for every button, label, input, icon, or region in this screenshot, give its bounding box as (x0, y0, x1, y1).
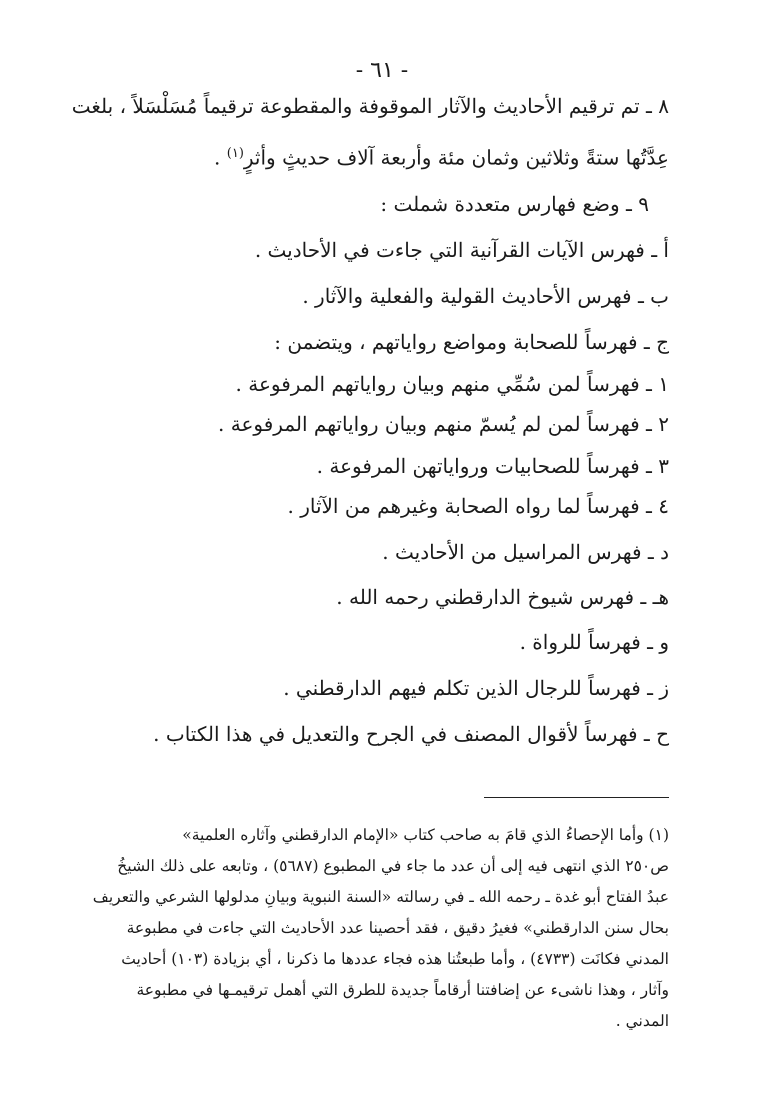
point-8-line-2-end: . (214, 145, 227, 170)
index-item-h: هـ ـ فهرس شيوخ الدارقطني رحمه الله . (336, 585, 669, 609)
index-item-w: و ـ فهرساً للرواة . (519, 630, 669, 654)
point-8-line-1: ٨ ـ تم ترقيم الأحاديث والآثار الموقوفة والمقطوعة ترقيماً مُسَلْسَلاً ، بلغت (71, 94, 669, 118)
index-item-c: ج ـ فهرساً للصحابة ومواضع رواياتهم ، ويتضمن : (274, 330, 669, 354)
point-8-line-2 (214, 140, 669, 172)
footnote-line-1: (١) وأما الإحصاءُ الذي قامَ به صاحب كتاب «الإمام الدارقطني وآثاره العلمية» (182, 826, 669, 844)
footnote-line-2: ص٢٥٠ الذي انتهى فيه إلى أن عدد ما جاء في المطبوع (٥٦٨٧) ، وتابعه على ذلك الشيخُ (117, 857, 669, 875)
footnote-line-7: المدني . (615, 1012, 669, 1030)
footnote-ref: (١) (226, 146, 244, 161)
index-subitem-3: ٣ ـ فهرساً للصحابيات ورواياتهن المرفوعة . (316, 454, 669, 478)
index-subitem-4: ٤ ـ فهرساً لما رواه الصحابة وغيرهم من الآثار . (287, 494, 669, 518)
footnote-line-6: وآثار ، وهذا ناشىء عن إضافتنا أرقاماً جديدة للطرق التي أهمل ترقيمـها في مطبوعة (136, 981, 669, 999)
footnote-separator (484, 797, 669, 798)
index-subitem-2: ٢ ـ فهرساً لمن لم يُسمّ منهم وبيان رواياتهم المرفوعة . (218, 412, 669, 436)
index-item-d: د ـ فهرس المراسيل من الأحاديث . (382, 540, 669, 564)
index-item-z: ز ـ فهرساً للرجال الذين تكلم فيهم الدارقطني . (283, 676, 669, 700)
index-item-ha: ح ـ فهرساً لأقوال المصنف في الجرح والتعديل في هذا الكتاب . (153, 722, 669, 746)
page-number: - ٦١ - (355, 58, 409, 83)
footnote-line-4: بحال سنن الدارقطني» فغيرُ دقيق ، فقد أحصينا عدد الأحاديث التي جاءت في مطبوعة (126, 919, 669, 937)
index-item-b: ب ـ فهرس الأحاديث القولية والفعلية والآثار . (302, 284, 669, 308)
point-9: ٩ ـ وضع فهارس متعددة شملت : (380, 192, 649, 216)
index-subitem-1: ١ ـ فهرساً لمن سُمِّي منهم وبيان رواياتهم المرفوعة . (235, 372, 669, 396)
point-8-line-2-text: عِدَّتُها ستةً وثلاثين وثمان مئة وأربعة آلاف حديثٍ وأثرٍ (243, 145, 669, 170)
index-item-a: أ ـ فهرس الآيات القرآنية التي جاءت في الأحاديث . (254, 238, 669, 262)
footnote-line-3: عبدُ الفتاح أبو غدة ـ رحمه الله ـ في رسالته «السنة النبوية وبيانِ مدلولها الشرعي والتعريف (92, 888, 669, 906)
footnote-line-5: المدني فكانَت (٤٧٣٣) ، وأما طبعتُنا هذه فجاء عددها ما ذكرنا ، أي بزيادة (١٠٣) أحاديث (121, 950, 669, 968)
